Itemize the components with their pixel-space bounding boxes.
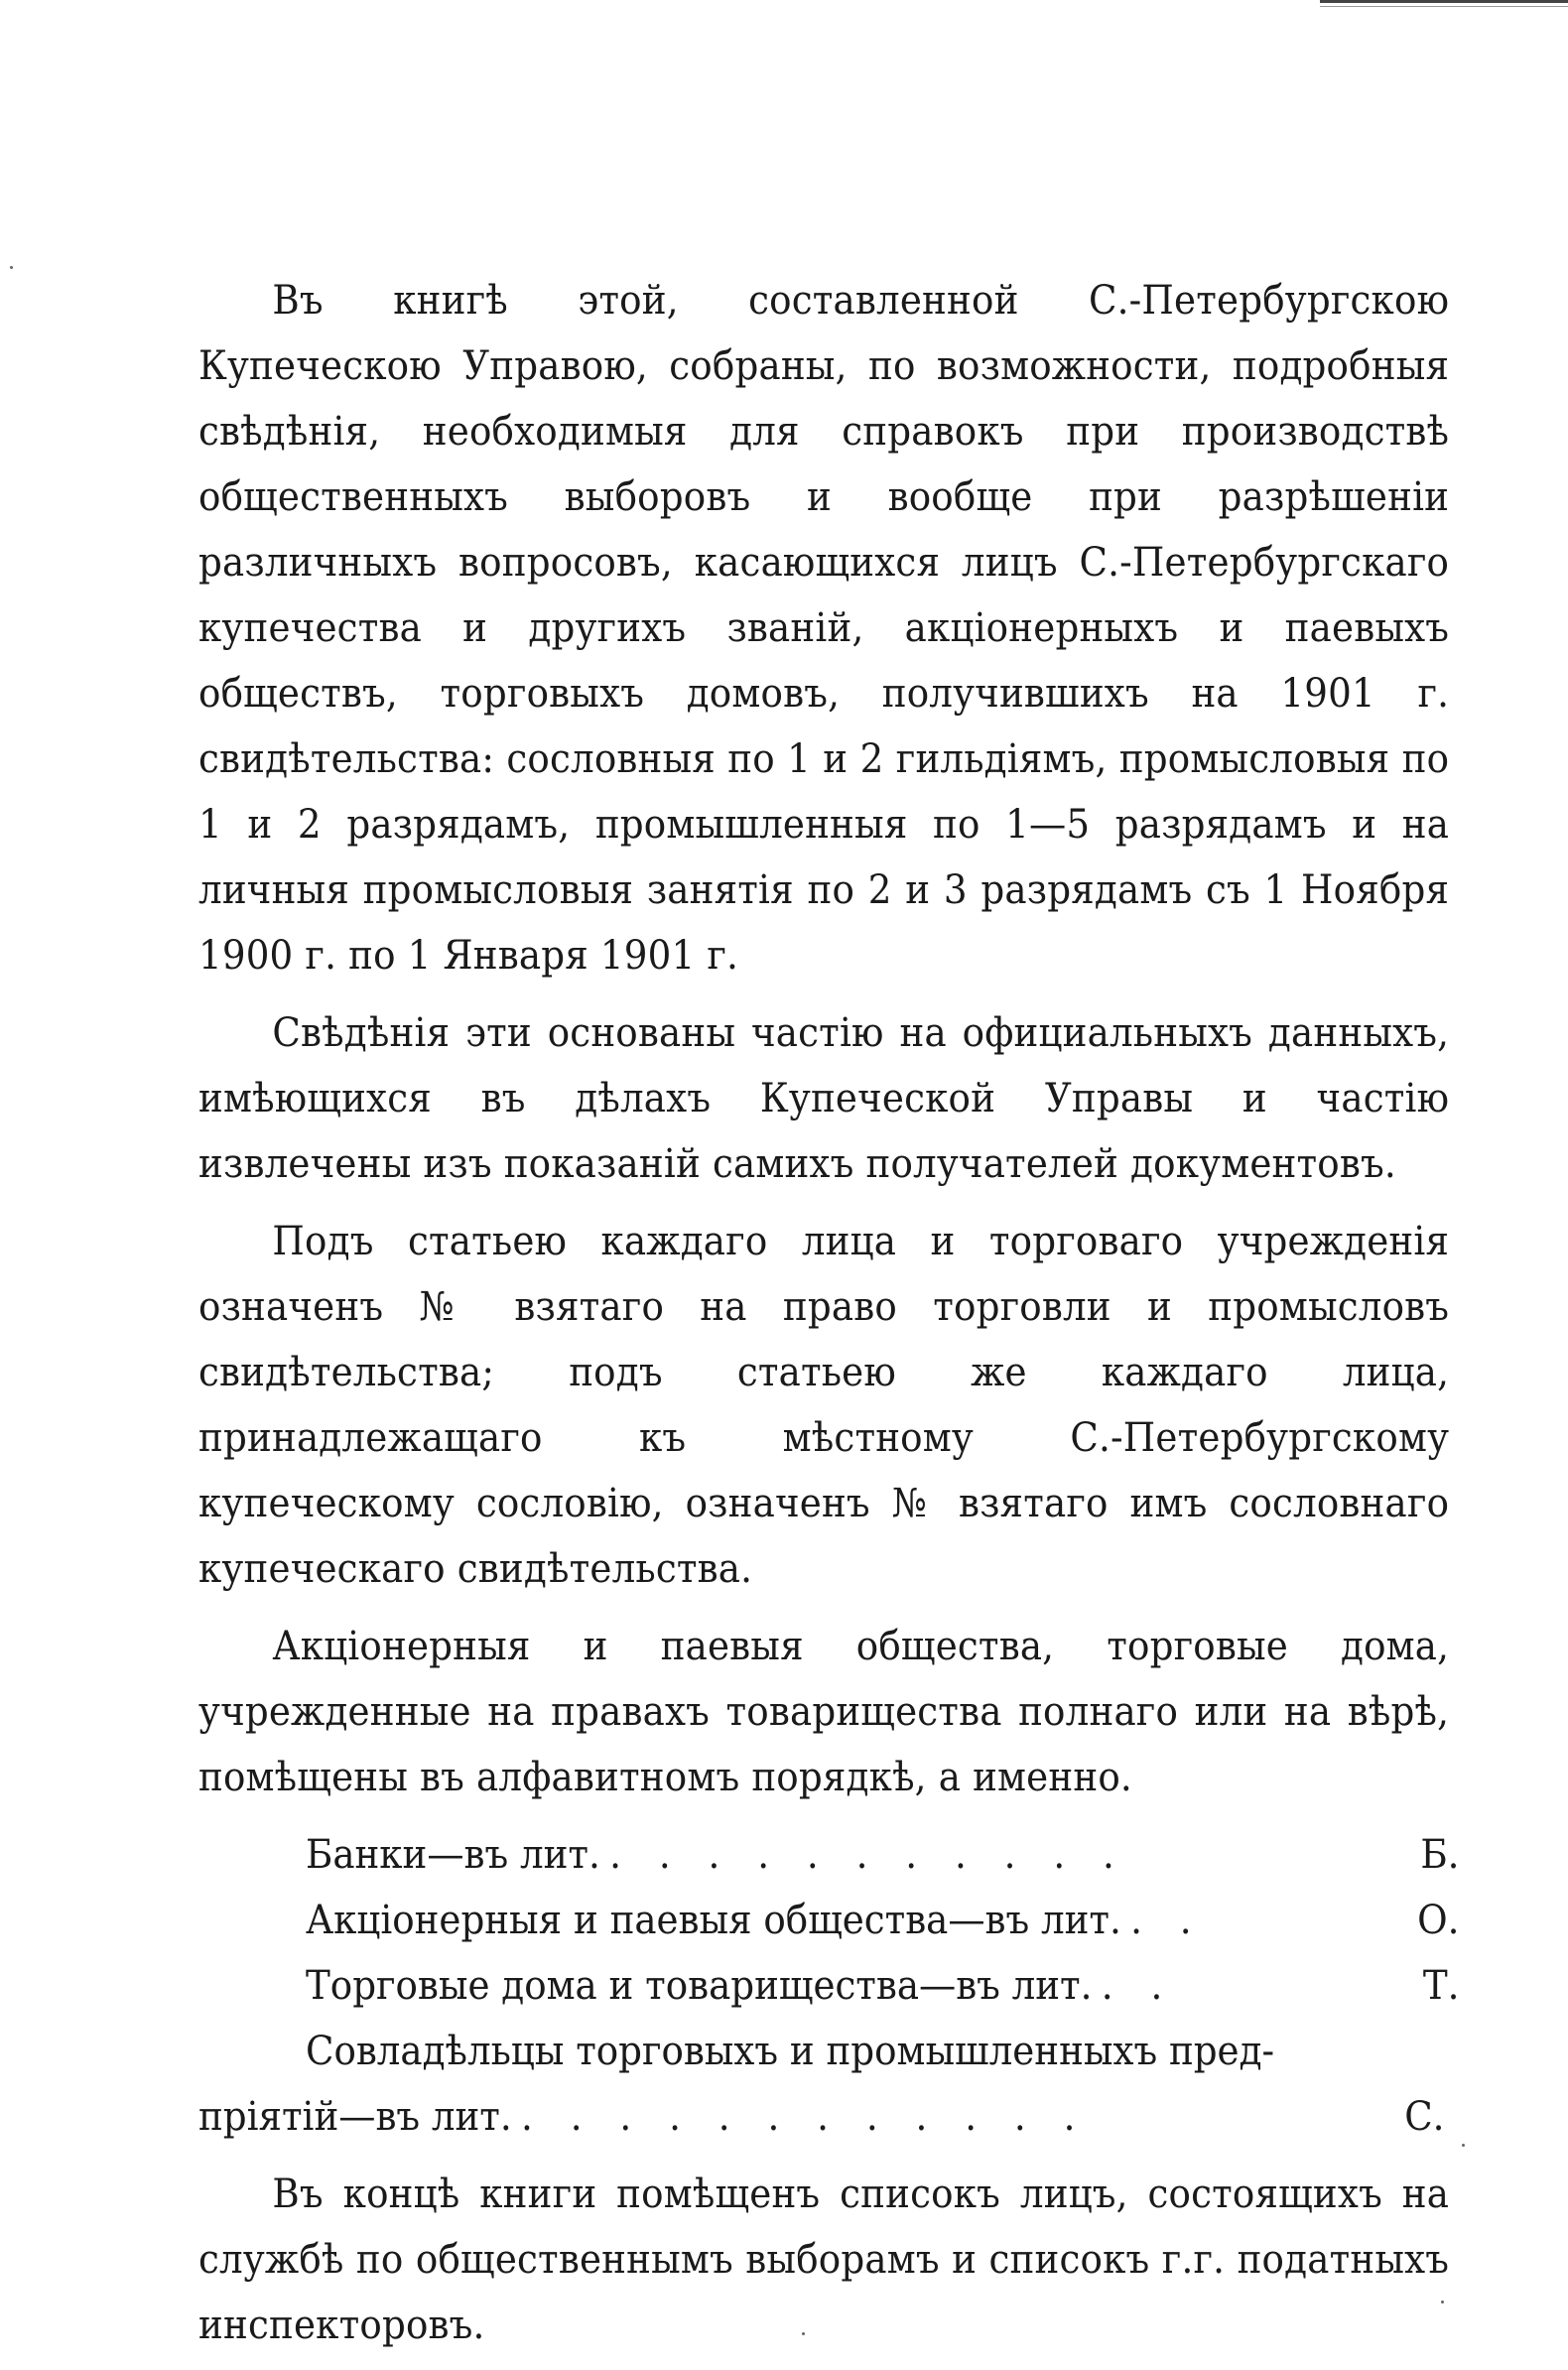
index-leader: . . . . . . . . . . . . [521,2094,1089,2140]
paragraph-intro: Въ книгѣ этой, составленной С.-Петербургскою Купеческою Управою, собраны, по возможности, подробныя свѣдѣнія, необходимыя для справокъ при производствѣ общественныхъ выборовъ и вообще при разрѣшеніи различныхъ вопросовъ, касающихся лицъ С.-Петербургскаго купечества и другихъ званій, акціонерныхъ и паевыхъ обществъ, торговыхъ домовъ, получившихъ на 1901 г. свидѣтельства: сословныя по 1 и 2 гильдіямъ, промысловыя по 1 и 2 разрядамъ, промышленныя по 1—5 разрядамъ и на личныя промысловыя занятія по 2 и 3 разрядамъ съ 1 Ноября 1900 г. по 1 Января 1901 г. [198,278,1450,979]
index-row [306,1953,1460,2019]
paragraph-sources: Свѣдѣнія эти основаны частію на официальныхъ данныхъ, имѣющихся въ дѣлахъ Купеческой Управы и частію извлечены изъ показаній самихъ получателей документовъ. [198,1010,1450,1187]
index-letter: Т. [1422,1963,1460,2009]
top-edge-rule [1320,0,1568,3]
index-label: Акціонерныя и паевыя общества—въ лит. [306,1898,1121,1943]
paragraph-certificates: Подъ статьею каждаго лица и торговаго учрежденія означенъ № взятаго на право торговли и промысловъ свидѣтельства; подъ статьею же каждаго лица, принадлежащаго къ мѣстному С.-Петербургскому купеческому сословію, означенъ № взятаго имъ сословнаго купеческаго свидѣтельства. [198,1219,1450,1592]
index-label: Торговые дома и товарищества—въ лит. [306,1963,1093,2009]
paper-speck [10,266,13,269]
paragraph-ordering: Акціонерныя и паевыя общества, торговые дома, учрежденные на правахъ товарищества полнаго или на вѣрѣ, помѣщены въ алфавитномъ порядкѣ, а именно. [198,1624,1450,1800]
index-row-wrapped-second-line [198,2084,1445,2150]
document-body [198,268,1460,2370]
index-row [306,1888,1460,1953]
top-edge-rule-thin [1320,6,1568,7]
index-row [306,1822,1460,1888]
paragraph-closing: Въ концѣ книги помѣщенъ списокъ лицъ, состоящихъ на службѣ по общественнымъ выборамъ и списокъ г.г. податныхъ инспекторовъ. [198,2172,1450,2348]
index-leader: . . . . . . . . . . . [609,1832,1127,1878]
index-label: Банки—въ лит. [306,1832,600,1878]
index-row-wrapped-first-line: Совладѣльцы торговыхъ и промышленныхъ пред- [306,2029,1275,2074]
index-letter: О. [1417,1898,1460,1943]
section-index [198,1822,1460,2150]
index-letter: Б. [1420,1832,1460,1878]
index-leader: . . [1130,1898,1205,1943]
index-label: пріятій—въ лит. [198,2094,512,2140]
index-leader: . . [1101,1963,1176,2009]
index-letter: С. [1404,2094,1445,2140]
paper-speck [1462,2144,1465,2147]
